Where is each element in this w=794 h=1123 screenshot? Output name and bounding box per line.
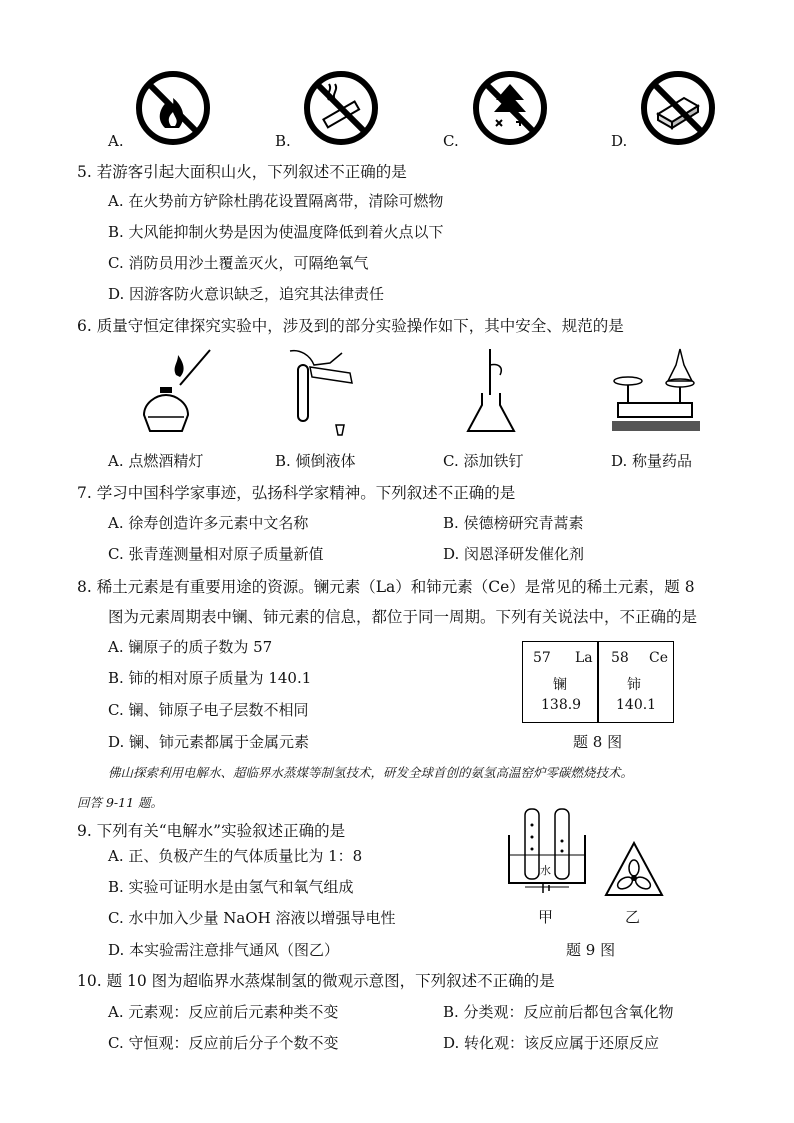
q8-stem-line1: 8. 稀土元素是有重要用途的资源。镧元素（La）和铈元素（Ce）是常见的稀土元素，题 8 — [77, 578, 695, 596]
q5-option-d: D. 因游客防火意识缺乏，追究其法律责任 — [108, 285, 385, 303]
electrolysis-apparatus — [505, 805, 590, 900]
no-smoking-icon — [303, 70, 379, 146]
q8-stem-line2: 图为元素周期表中镧、铈元素的信息，都位于同一周期。下列有关说法中，不正确的是 — [108, 608, 698, 626]
q9-option-c: C. 水中加入少量 NaOH 溶液以增强导电性 — [108, 909, 396, 927]
la-name: 镧 — [553, 677, 567, 693]
q7-option-b: B. 侯德榜研究青蒿素 — [443, 514, 584, 532]
q10-option-a: A. 元素观：反应前后元素种类不变 — [108, 1003, 339, 1021]
q6-option-d: D. 称量药品 — [611, 452, 693, 470]
q4-option-c: C. — [443, 132, 459, 150]
balance-illustration — [610, 345, 705, 435]
q9-option-a: A. 正、负极产生的气体质量比为 1：8 — [108, 847, 363, 865]
q9-stem: 9. 下列有关“电解水”实验叙述正确的是 — [77, 822, 346, 840]
q8-option-a: A. 镧原子的质子数为 57 — [108, 638, 273, 656]
water-label: 水 — [540, 864, 551, 877]
no-fireworks-icon — [472, 70, 548, 146]
la-atomic-number: 57 — [533, 650, 551, 666]
q9-caption: 题 9 图 — [566, 941, 616, 959]
q9-option-b: B. 实验可证明水是由氢气和氧气组成 — [108, 878, 354, 896]
q7-option-c: C. 张青莲测量相对原子质量新值 — [108, 545, 324, 563]
q10-stem: 10. 题 10 图为超临界水蒸煤制氢的微观示意图，下列叙述不正确的是 — [77, 972, 555, 990]
q5-option-b: B. 大风能抑制火势是因为使温度降低到着火点以下 — [108, 223, 444, 241]
add-nail-illustration — [460, 345, 530, 435]
q4-option-b: B. — [275, 132, 291, 150]
q6-option-c: C. 添加铁钉 — [443, 452, 524, 470]
q10-option-c: C. 守恒观：反应前后分子个数不变 — [108, 1034, 339, 1052]
periodic-table-cells — [522, 641, 674, 723]
alcohol-lamp-illustration — [130, 345, 220, 435]
q10-option-b: B. 分类观：反应前后都包含氧化物 — [443, 1003, 674, 1021]
la-symbol: La — [575, 650, 593, 666]
q5-option-a: A. 在火势前方铲除杜鹃花设置隔离带，清除可燃物 — [108, 192, 444, 210]
q9-option-d: D. 本实验需注意排气通风（图乙） — [108, 941, 340, 959]
q7-stem: 7. 学习中国科学家事迹，弘扬科学家精神。下列叙述不正确的是 — [77, 484, 516, 502]
passage-line1: 佛山探索利用电解水、超临界水蒸煤等制氢技术，研发全球首创的氨氢高温窑炉零碳燃烧技术。 — [108, 765, 634, 780]
q7-option-a: A. 徐寿创造许多元素中文名称 — [108, 514, 309, 532]
q8-option-c: C. 镧、铈原子电子层数不相同 — [108, 701, 309, 719]
q4-option-a: A. — [108, 132, 124, 150]
q5-stem: 5. 若游客引起大面积山火，下列叙述不正确的是 — [77, 163, 407, 181]
ce-mass: 140.1 — [616, 697, 657, 713]
no-fire-icon — [135, 70, 211, 146]
q8-option-d: D. 镧、铈元素都属于金属元素 — [108, 733, 310, 751]
fig-jia-label: 甲 — [538, 908, 554, 926]
q5-option-c: C. 消防员用沙土覆盖灭火，可隔绝氧气 — [108, 254, 369, 272]
ce-atomic-number: 58 — [611, 650, 629, 666]
la-mass: 138.9 — [541, 697, 582, 713]
q6-stem: 6. 质量守恒定律探究实验中，涉及到的部分实验操作如下，其中安全、规范的是 — [77, 317, 624, 335]
pour-liquid-illustration — [270, 345, 365, 445]
q10-option-d: D. 转化观：该反应属于还原反应 — [443, 1034, 660, 1052]
ventilation-sign — [603, 840, 665, 898]
passage-line2: 回答 9-11 题。 — [77, 795, 164, 810]
fig-yi-label: 乙 — [625, 908, 641, 926]
q8-caption: 题 8 图 — [573, 733, 623, 751]
ce-symbol: Ce — [649, 650, 668, 666]
q7-option-d: D. 闵恩泽研发催化剂 — [443, 545, 585, 563]
q4-option-d: D. — [611, 132, 628, 150]
q8-option-b: B. 铈的相对原子质量为 140.1 — [108, 669, 312, 687]
q6-option-a: A. 点燃酒精灯 — [108, 452, 204, 470]
ce-name: 铈 — [627, 677, 641, 693]
q6-option-b: B. 倾倒液体 — [275, 452, 356, 470]
no-matches-icon — [640, 70, 716, 146]
